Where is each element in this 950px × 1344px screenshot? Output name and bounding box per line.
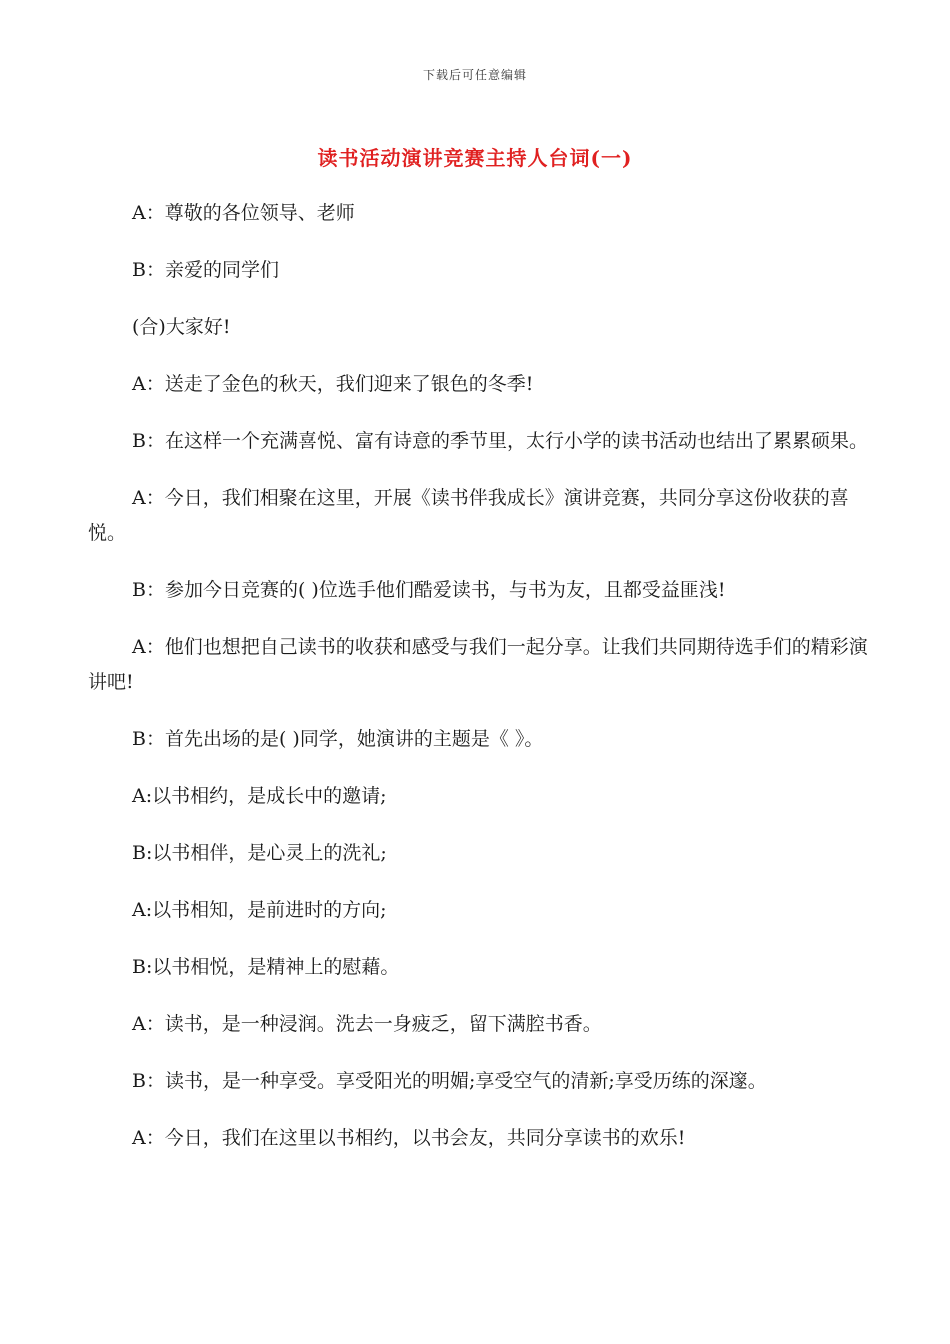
paragraph: A：今日，我们在这里以书相约，以书会友，共同分享读书的欢乐! — [132, 1127, 686, 1149]
page-header-note: 下载后可任意编辑 — [422, 68, 527, 82]
paragraph: (合)大家好! — [132, 316, 231, 338]
paragraph: A：送走了金色的秋天，我们迎来了银色的冬季! — [132, 373, 534, 395]
paragraph: B：在这样一个充满喜悦、富有诗意的季节里，太行小学的读书活动也结出了累累硕果。 — [132, 430, 868, 452]
paragraph: B:以书相悦，是精神上的慰藉。 — [132, 956, 400, 978]
paragraph: A：他们也想把自己读书的收获和感受与我们一起分享。让我们共同期待选手们的精彩演讲吧! — [88, 636, 868, 693]
paragraph: A:以书相约，是成长中的邀请; — [132, 785, 387, 807]
document-title: 读书活动演讲竞赛主持人台词(一) — [317, 146, 633, 170]
paragraph: B：首先出场的是( )同学，她演讲的主题是《 》。 — [132, 728, 544, 750]
paragraph: B：读书，是一种享受。享受阳光的明媚;享受空气的清新;享受历练的深邃。 — [132, 1070, 767, 1092]
paragraph: A：读书，是一种浸润。洗去一身疲乏，留下满腔书香。 — [132, 1013, 602, 1035]
paragraph: A：尊敬的各位领导、老师 — [132, 202, 355, 224]
paragraph: B：亲爱的同学们 — [132, 259, 279, 281]
document-body — [88, 196, 868, 1178]
paragraph: B:以书相伴，是心灵上的洗礼; — [132, 842, 387, 864]
paragraph: A:以书相知，是前进时的方向; — [132, 899, 387, 921]
paragraph: B：参加今日竞赛的( )位选手他们酷爱读书，与书为友，且都受益匪浅! — [132, 579, 726, 601]
paragraph: A：今日，我们相聚在这里，开展《读书伴我成长》演讲竞赛，共同分享这份收获的喜悦。 — [88, 487, 849, 544]
